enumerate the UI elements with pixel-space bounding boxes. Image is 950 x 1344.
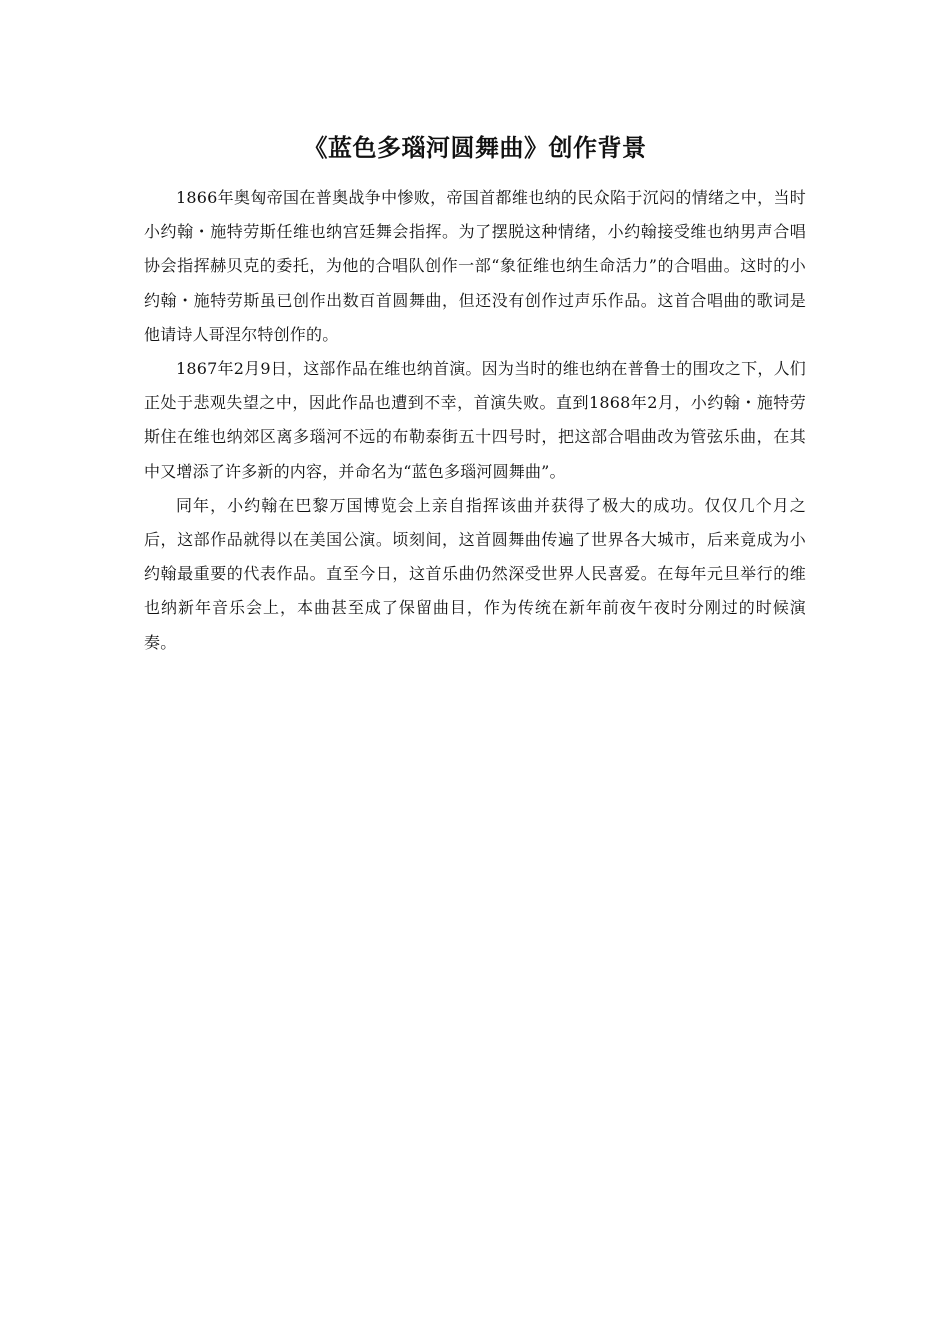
document-title: 《蓝色多瑙河圆舞曲》创作背景 <box>303 134 647 162</box>
paragraph-2: 1867年2月9日，这部作品在维也纳首演。因为当时的维也纳在普鲁士的围攻之下，人们正处于悲观失望之中，因此作品也遭到不幸，首演失败。直到1868年2月，小约翰・施特劳斯住在维也纳郊区离多瑙河不远的布勒泰街五十四号时，把这部合唱曲改为管弦乐曲，在其中又增添了许多新的内容，并命名为“蓝色多瑙河圆舞曲”。 <box>144 359 806 481</box>
document-body <box>144 181 806 660</box>
paragraph-1: 1866年奥匈帝国在普奥战争中惨败，帝国首都维也纳的民众陷于沉闷的情绪之中，当时小约翰・施特劳斯任维也纳宫廷舞会指挥。为了摆脱这种情绪，小约翰接受维也纳男声合唱协会指挥赫贝克的委托，为他的合唱队创作一部“象征维也纳生命活力”的合唱曲。这时的小约翰・施特劳斯虽已创作出数百首圆舞曲，但还没有创作过声乐作品。这首合唱曲的歌词是他请诗人哥涅尔特创作的。 <box>144 188 806 344</box>
paragraph-3: 同年，小约翰在巴黎万国博览会上亲自指挥该曲并获得了极大的成功。仅仅几个月之后，这部作品就得以在美国公演。顷刻间，这首圆舞曲传遍了世界各大城市，后来竟成为小约翰最重要的代表作品。直至今日，这首乐曲仍然深受世界人民喜爱。在每年元旦举行的维也纳新年音乐会上，本曲甚至成了保留曲目，作为传统在新年前夜午夜时分刚过的时候演奏。 <box>144 495 806 652</box>
